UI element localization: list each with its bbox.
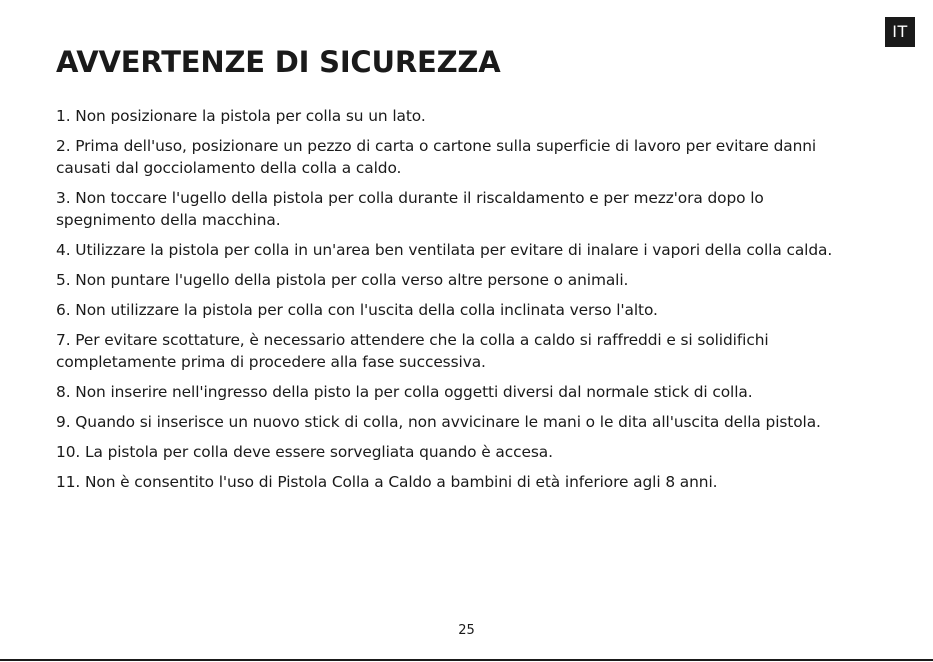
- warning-item-2: 2. Prima dell'uso, posizionare un pezzo di carta o cartone sulla superficie di lavoro per evitare danni causati dal gocciolamento della colla a caldo.: [56, 137, 817, 177]
- warning-item-1: 1. Non posizionare la pistola per colla su un lato.: [56, 107, 426, 125]
- warning-item-9: 9. Quando si inserisce un nuovo stick di colla, non avvicinare le mani o le dita all'uscita della pistola.: [56, 413, 821, 431]
- warning-item-4: 4. Utilizzare la pistola per colla in un'area ben ventilata per evitare di inalare i vapori della colla calda.: [56, 241, 833, 259]
- safety-warnings-list: [56, 105, 856, 501]
- bottom-divider: [0, 659, 933, 661]
- warning-item-7: 7. Per evitare scottature, è necessario attendere che la colla a caldo si raffreddi e si solidifichi completamente prima di procedere alla fase successiva.: [56, 331, 769, 371]
- warning-item-10: 10. La pistola per colla deve essere sorvegliata quando è accesa.: [56, 443, 553, 461]
- warning-item-8: 8. Non inserire nell'ingresso della pisto la per colla oggetti diversi dal normale stick di colla.: [56, 383, 753, 401]
- warning-item-6: 6. Non utilizzare la pistola per colla con l'uscita della colla inclinata verso l'alto.: [56, 301, 658, 319]
- page-number: 25: [458, 623, 475, 638]
- page-title: AVVERTENZE DI SICUREZZA: [56, 45, 501, 79]
- warning-item-5: 5. Non puntare l'ugello della pistola per colla verso altre persone o animali.: [56, 271, 629, 289]
- language-badge: IT: [885, 17, 915, 47]
- warning-item-3: 3. Non toccare l'ugello della pistola per colla durante il riscaldamento e per mezz'ora dopo lo spegnimento della macchina.: [56, 189, 764, 229]
- warning-item-11: 11. Non è consentito l'uso di Pistola Colla a Caldo a bambini di età inferiore agli 8 anni.: [56, 473, 718, 491]
